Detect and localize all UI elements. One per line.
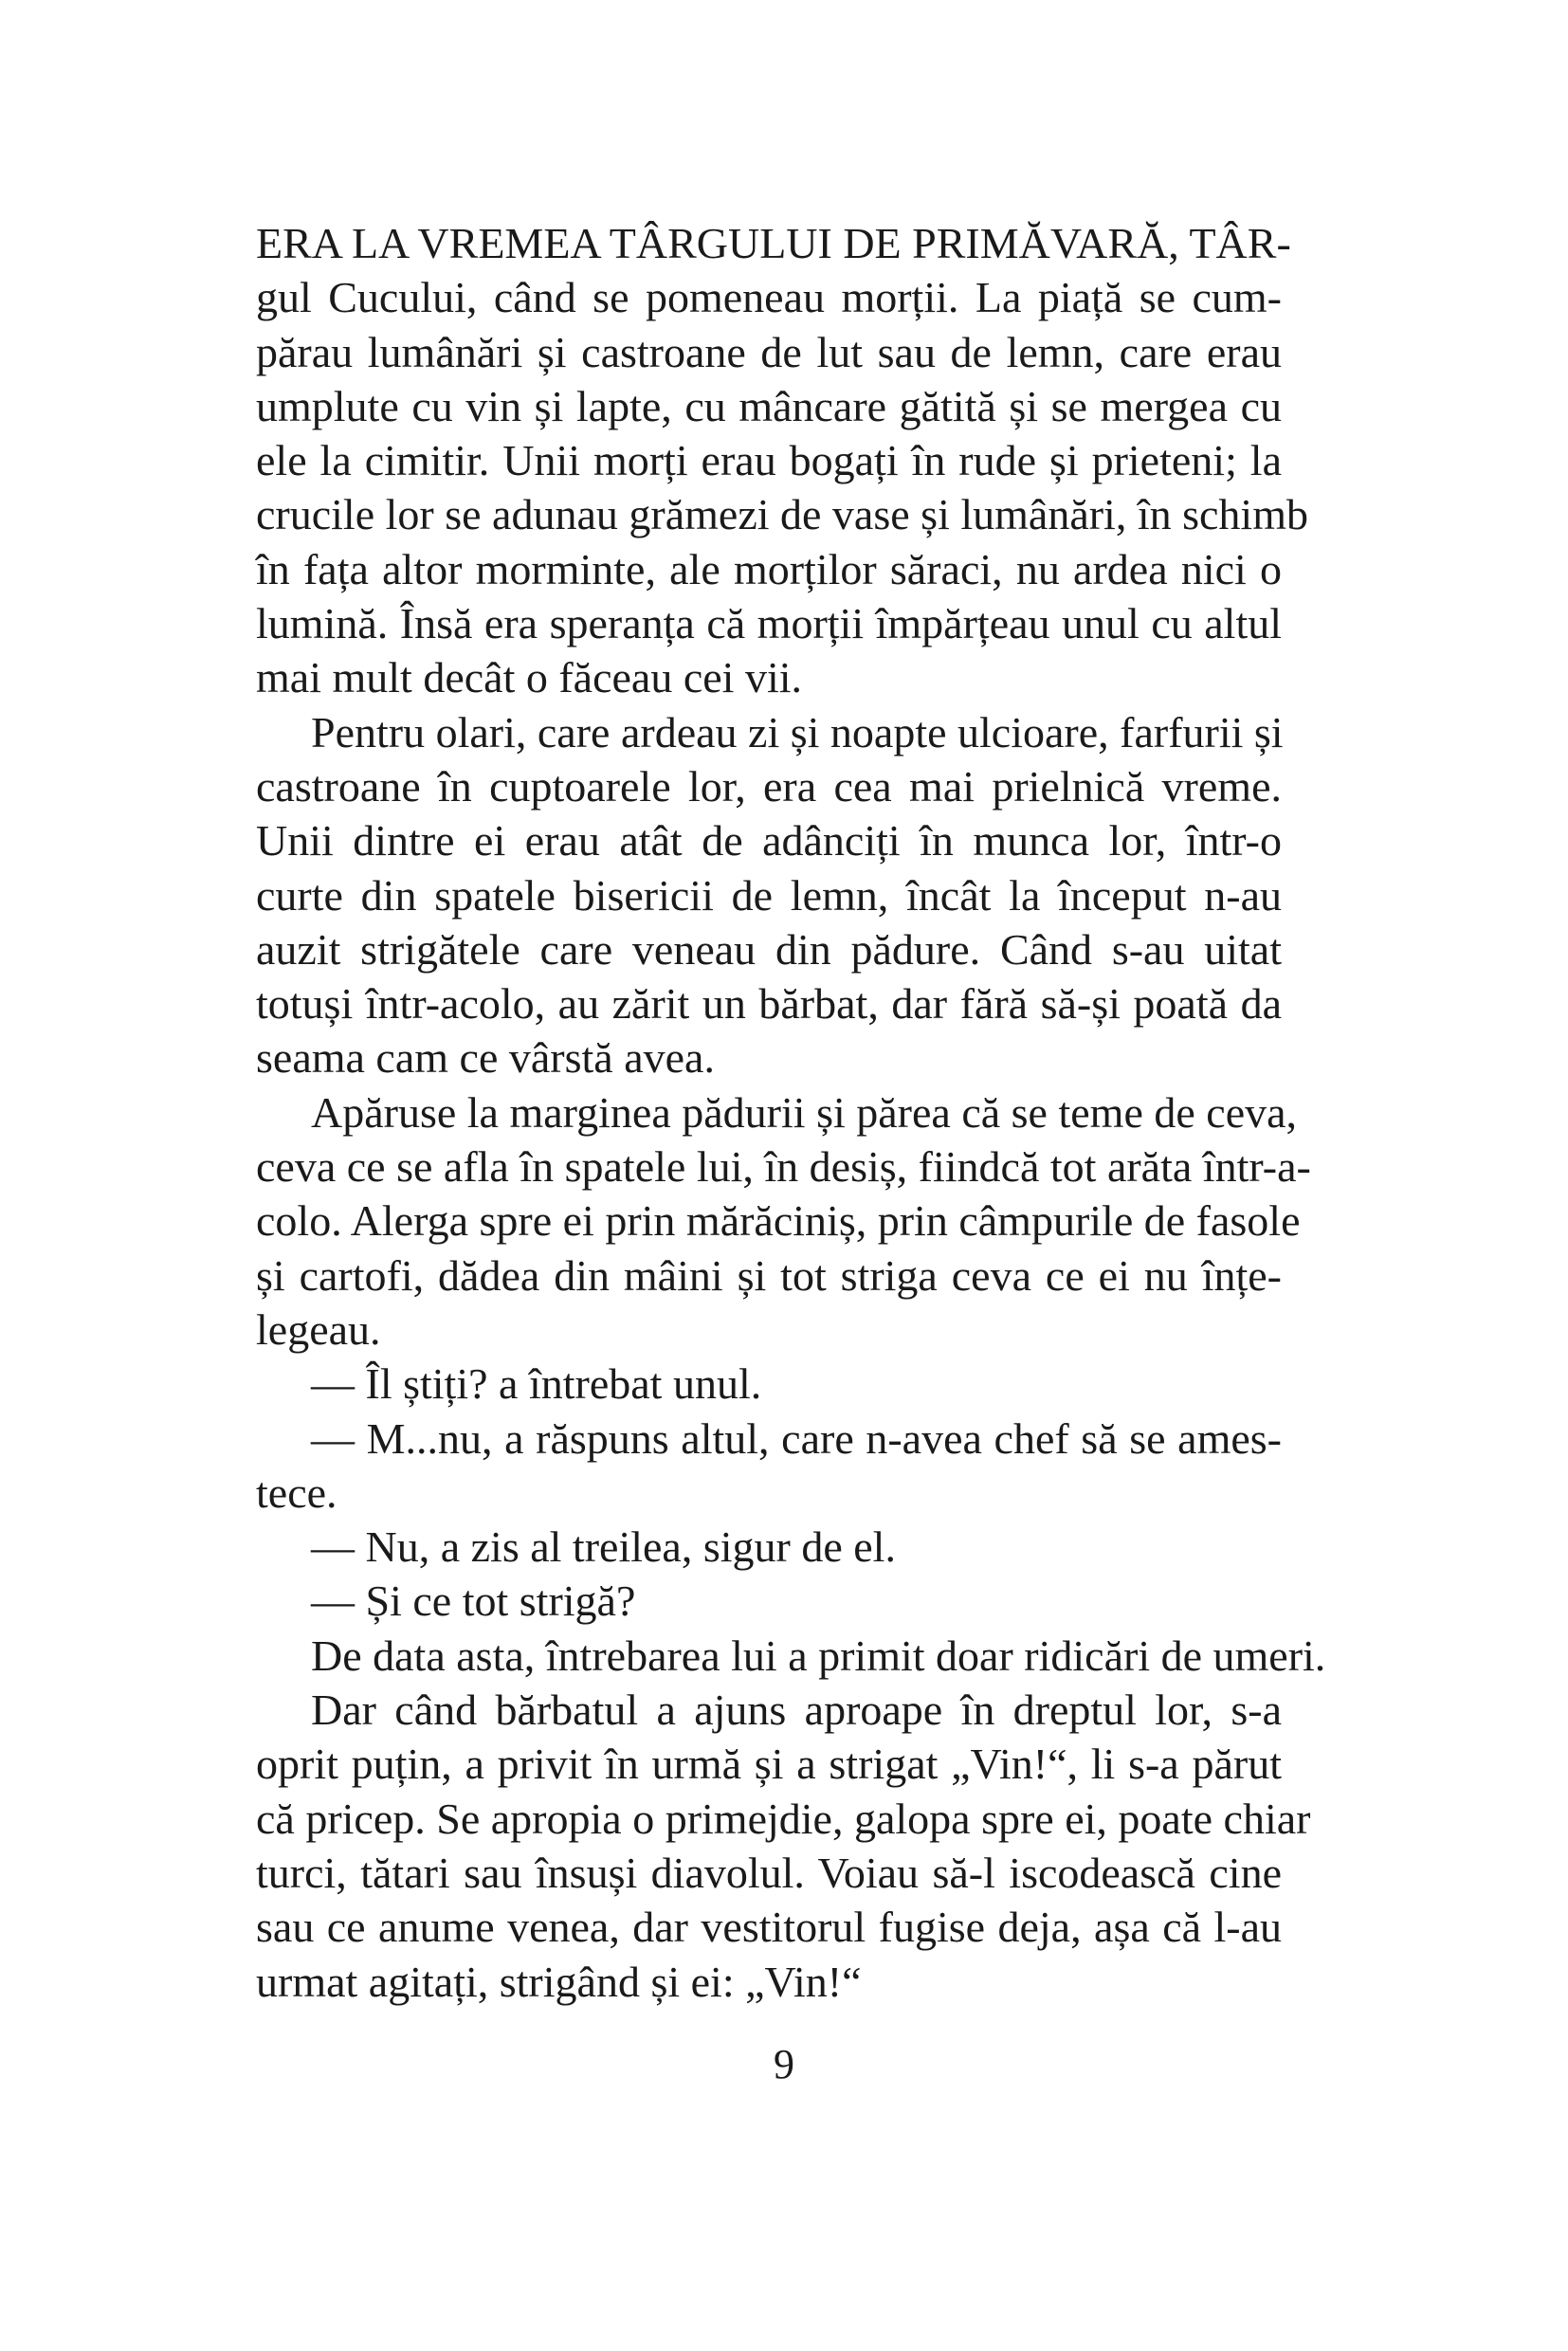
- text-line: urmat agitați, strigând și ei: „Vin!“: [256, 1957, 862, 2006]
- text-line: ele la cimitir. Unii morți erau bogați în rude și prieteni; la: [256, 436, 1282, 485]
- text-line: oprit puțin, a privit în urmă și a strigat „Vin!“, li s-a părut: [256, 1740, 1282, 1789]
- text-line: legeau.: [256, 1304, 381, 1354]
- dialogue-line: — M...nu, a răspuns altul, care n-avea chef să se ames-: [311, 1413, 1282, 1463]
- text-line: curte din spatele bisericii de lemn, încât la început n-au: [256, 870, 1282, 920]
- text-line: seama cam ce vârstă avea.: [256, 1033, 715, 1083]
- text-line: auzit strigătele care veneau din pădure. Când s-au uitat: [256, 924, 1282, 974]
- text-line: crucile lor se adunau grămezi de vase și lumânări, în schimb: [256, 490, 1308, 539]
- dialogue-line: — Nu, a zis al treilea, sigur de el.: [311, 1522, 896, 1572]
- text-line: Apăruse la marginea pădurii și părea că se teme de ceva,: [311, 1087, 1298, 1137]
- text-line: gul Cucului, când se pomeneau morții. La piață se cum-: [256, 273, 1282, 322]
- text-line: ceva ce se afla în spatele lui, în desiș, fiindcă tot arăta într-a-: [256, 1142, 1311, 1192]
- text-line: în fața altor morminte, ale morților săraci, nu ardea nici o: [256, 544, 1282, 593]
- text-line: ERA LA VREMEA TÂRGULUI DE PRIMĂVARĂ, TÂR-: [256, 219, 1291, 267]
- text-line: și cartofi, dădea din mâini și tot striga ceva ce ei nu înțe-: [256, 1250, 1282, 1300]
- text-line: Pentru olari, care ardeau zi și noapte ulcioare, farfurii și: [311, 707, 1284, 756]
- page-number: 9: [774, 2041, 794, 2087]
- text-line: totuși într-acolo, au zărit un bărbat, dar fără să-și poată da: [256, 979, 1282, 1029]
- text-line: umplute cu vin și lapte, cu mâncare gătită și se mergea cu: [256, 381, 1282, 430]
- text-line: castroane în cuptoarele lor, era cea mai prielnică vreme.: [256, 761, 1282, 811]
- text-line: părau lumânări și castroane de lut sau de lemn, care erau: [256, 327, 1282, 376]
- text-line: sau ce anume venea, dar vestitorul fugise deja, așa că l-au: [256, 1903, 1282, 1952]
- text-line: De data asta, întrebarea lui a primit doar ridicări de umeri.: [311, 1631, 1326, 1680]
- text-line: colo. Alerga spre ei prin mărăciniș, prin câmpurile de fasole: [256, 1196, 1301, 1246]
- text-line: Dar când bărbatul a ajuns aproape în dreptul lor, s-a: [311, 1686, 1282, 1735]
- dialogue-line: — Îl știți? a întrebat unul.: [311, 1359, 762, 1409]
- text-line: mai mult decât o făceau cei vii.: [256, 653, 803, 702]
- dialogue-line: — Și ce tot strigă?: [311, 1576, 636, 1626]
- text-line: Unii dintre ei erau atât de adânciți în munca lor, într-o: [256, 816, 1282, 866]
- text-line: lumină. Însă era speranța că morții împărțeau unul cu altul: [256, 599, 1282, 648]
- body-text: [256, 216, 1326, 2009]
- text-line: turci, tătari sau însuși diavolul. Voiau să-l iscodească cine: [256, 1848, 1282, 1897]
- text-line: că pricep. Se apropia o primejdie, galopa spre ei, poate chiar: [256, 1794, 1311, 1843]
- text-line: tece.: [256, 1467, 337, 1517]
